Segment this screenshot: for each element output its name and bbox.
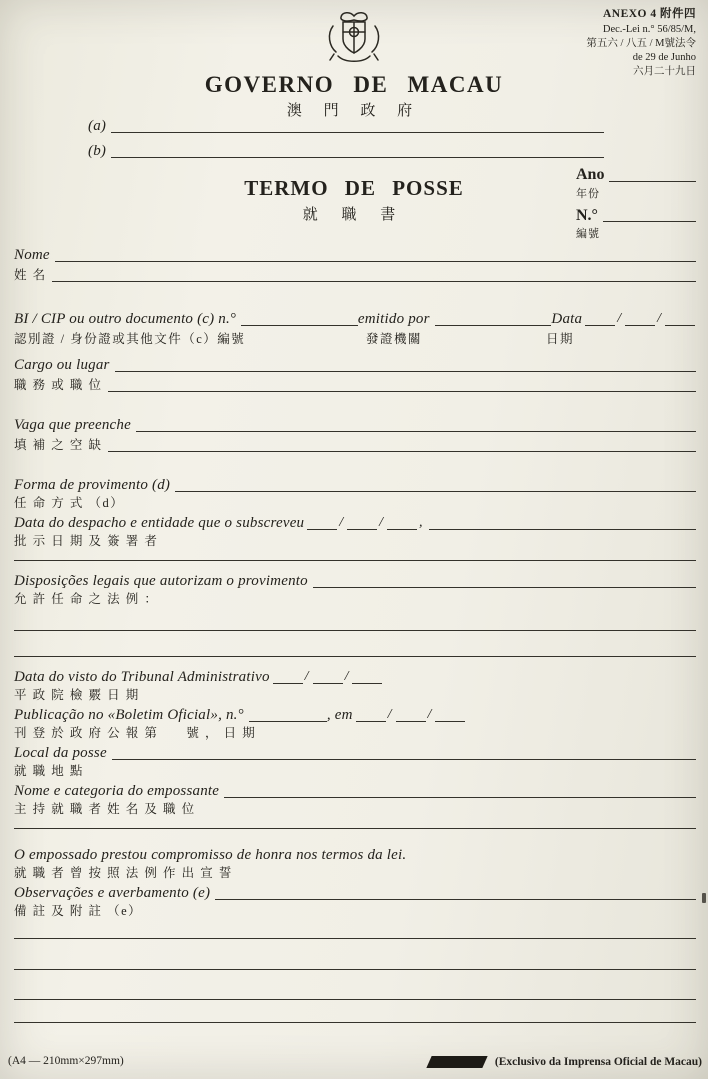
nome-line (55, 249, 696, 262)
vaga-label-pt: Vaga que preenche (14, 417, 131, 433)
date-separator: / (657, 311, 662, 327)
date-year-slot (435, 709, 465, 722)
ruled-line (14, 828, 696, 829)
emitido-line (435, 313, 552, 326)
field-compromisso-pt (14, 846, 696, 864)
date-day-slot (585, 313, 615, 326)
nome-label-zh: 姓 名 (14, 268, 47, 282)
date-month-slot (313, 671, 343, 684)
doc-title-zh: 就 職 書 (302, 207, 406, 223)
ruled-line (14, 969, 696, 970)
date-year-slot (387, 517, 417, 530)
field-disposicoes-zh (14, 592, 696, 608)
field-empossante-zh (14, 802, 696, 818)
scan-speck (702, 893, 706, 903)
ref-a-label: (a) (88, 118, 107, 134)
footer-right (429, 1056, 702, 1068)
despacho-label-pt: Data do despacho e entidade que o subscreveu (14, 515, 305, 531)
macau-crest-icon (321, 10, 387, 68)
field-cargo-zh (14, 378, 696, 394)
publicacao-em-label: , em (326, 707, 353, 723)
ruled-line (14, 656, 696, 657)
field-despacho-zh (14, 534, 696, 550)
local-line (112, 747, 696, 760)
empossante-label-zh: 主 持 就 職 者 姓 名 及 職 位 (14, 802, 196, 816)
date-day-slot (356, 709, 386, 722)
date-separator: / (427, 707, 432, 723)
field-publicacao-pt (14, 706, 696, 724)
forma-line (175, 479, 696, 492)
date-separator: / (379, 515, 384, 531)
date-separator: / (339, 515, 344, 531)
emitido-label-pt: emitido por (357, 311, 430, 327)
data-label-zh: 日期 (546, 332, 575, 346)
publicacao-number-line (249, 709, 327, 722)
decree-date: de 29 de Junho (632, 51, 696, 63)
field-local-zh (14, 764, 696, 780)
forma-label-pt: Forma de provimento (d) (14, 477, 171, 493)
year-label: Ano (576, 166, 605, 183)
field-visto-zh (14, 688, 696, 704)
empossante-label-pt: Nome e categoria do empossante (14, 783, 220, 799)
date-year-slot (665, 313, 695, 326)
date-separator: / (387, 707, 392, 723)
field-vaga-pt (14, 416, 696, 434)
date-month-slot (347, 517, 377, 530)
comma: , (419, 515, 423, 531)
field-observacoes-zh (14, 904, 696, 920)
printer-note: (Exclusivo da Imprensa Oficial de Macau) (494, 1056, 702, 1068)
local-label-pt: Local da posse (14, 745, 107, 761)
ref-b-line (111, 145, 604, 158)
paper-size-note: (A4 — 210mm×297mm) (8, 1055, 124, 1067)
observacoes-line (215, 887, 696, 900)
ruled-line (14, 1022, 696, 1023)
field-vaga-zh (14, 438, 696, 454)
field-cargo-pt (14, 356, 696, 374)
decree-number-zh: 第五六 / 八五 / M號法令 (586, 37, 696, 49)
ruled-line (14, 999, 696, 1000)
observacoes-label-pt: Observações e averbamento (e) (14, 885, 211, 901)
form-number-block (576, 166, 696, 241)
forma-label-zh: 任 命 方 式 （d） (14, 496, 125, 510)
date-separator: / (344, 669, 349, 685)
year-label-zh: 年份 (576, 187, 600, 200)
ref-b-label: (b) (88, 143, 107, 159)
disposicoes-label-pt: Disposições legais que autorizam o provimento (14, 573, 308, 589)
field-ref-a (88, 117, 604, 135)
government-title-zh: 澳 門 政 府 (286, 103, 422, 119)
vaga-line-zh (108, 439, 696, 452)
date-month-slot (625, 313, 655, 326)
date-month-slot (396, 709, 426, 722)
emitido-label-zh: 發證機關 (366, 332, 423, 346)
date-day-slot (307, 517, 337, 530)
bi-label-pt: BI / CIP ou outro documento (c) n.° (14, 311, 237, 327)
bi-number-line (241, 313, 358, 326)
empossante-line (224, 785, 696, 798)
doc-title-pt: TERMO DE POSSE (244, 176, 464, 200)
field-compromisso-zh (14, 866, 696, 882)
cargo-label-zh: 職 務 或 職 位 (14, 378, 103, 392)
ruled-line (14, 560, 696, 561)
vaga-label-zh: 填 補 之 空 缺 (14, 438, 103, 452)
despacho-entity-line (429, 517, 696, 530)
field-nome-pt (14, 246, 696, 264)
data-label-pt: Data (551, 311, 583, 327)
cargo-line-zh (108, 379, 696, 392)
number-label-zh: 編號 (576, 228, 600, 241)
field-despacho-pt (14, 514, 696, 532)
observacoes-label-zh: 備 註 及 附 註 （e） (14, 904, 143, 918)
disposicoes-line (313, 575, 696, 588)
field-ref-b (88, 142, 604, 160)
despacho-label-zh: 批 示 日 期 及 簽 署 者 (14, 534, 159, 548)
visto-label-pt: Data do visto do Tribunal Administrativo (14, 669, 270, 685)
nome-label-pt: Nome (14, 247, 50, 263)
cargo-label-pt: Cargo ou lugar (14, 357, 110, 373)
publicacao-label-zh: 刊 登 於 政 府 公 報 第 號 ， 日 期 (14, 726, 257, 740)
ruled-line (14, 938, 696, 939)
bi-label-zh: 認別證 / 身份證或其他文件（c）編號 (14, 332, 246, 346)
local-label-zh: 就 職 地 點 (14, 764, 84, 778)
date-day-slot (273, 671, 303, 684)
field-forma-pt (14, 476, 696, 494)
field-forma-zh (14, 496, 696, 512)
year-line (609, 169, 696, 182)
government-title-pt: GOVERNO DE MACAU (204, 72, 504, 97)
ink-mark (426, 1056, 487, 1068)
vaga-line (136, 419, 696, 432)
field-observacoes-pt (14, 884, 696, 902)
field-local-pt (14, 744, 696, 762)
field-visto-pt (14, 668, 696, 686)
disposicoes-label-zh: 允 許 任 命 之 法 例 ： (14, 592, 159, 606)
crest-container (0, 10, 708, 68)
decree-number: Dec.-Lei n.° 56/85/M, (602, 23, 696, 35)
ref-a-line (111, 120, 604, 133)
field-nome-zh (14, 268, 696, 284)
number-row (576, 207, 696, 225)
field-bi-pt (14, 310, 696, 328)
compromisso-label-zh: 就 職 者 曾 按 照 法 例 作 出 宣 誓 (14, 866, 233, 880)
field-bi-zh (14, 332, 696, 348)
year-row (576, 166, 696, 184)
date-separator: / (304, 669, 309, 685)
field-disposicoes-pt (14, 572, 696, 590)
ruled-line (14, 630, 696, 631)
publicacao-label-pt: Publicação no «Boletim Oficial», n.° (14, 707, 244, 723)
nome-line-zh (52, 269, 696, 282)
cargo-line (115, 359, 696, 372)
number-label: N.° (576, 206, 598, 224)
date-separator: / (617, 311, 622, 327)
number-line (603, 209, 696, 222)
field-empossante-pt (14, 782, 696, 800)
decree-date-zh: 六月二十九日 (633, 66, 696, 78)
annex-number: ANEXO 4 附件四 (602, 8, 696, 20)
date-year-slot (352, 671, 382, 684)
field-publicacao-zh (14, 726, 696, 742)
visto-label-zh: 平 政 院 檢 覈 日 期 (14, 688, 140, 702)
compromisso-label-pt: O empossado prestou compromisso de honra nos termos da lei. (14, 847, 407, 863)
